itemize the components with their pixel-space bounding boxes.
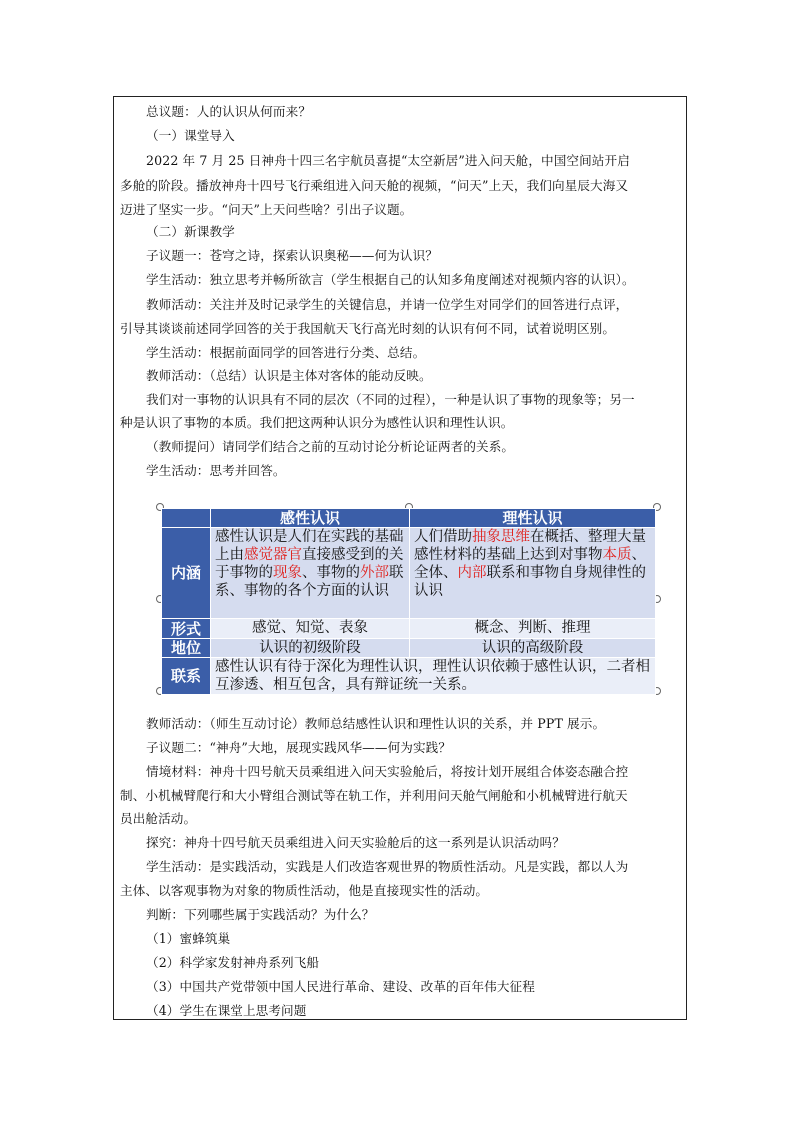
row-label-diwei: 地位 <box>162 639 211 658</box>
row-label-xingshi: 形式 <box>162 619 211 639</box>
table-header-perceptual: 感性认识 <box>211 509 410 528</box>
row-label-neihan: 内涵 <box>162 528 211 619</box>
text-line: 制、小机械臂爬行和大小臂组合测试等在轨工作，并利用问天舱气闸舱和小机械臂进行航天 <box>120 788 628 803</box>
text-line: 子议题一：苍穹之诗，探索认识奥秘——何为认识？ <box>146 248 438 263</box>
text-line: 情境材料：神舟十四号航天员乘组进入问天实验舱后，将按计划开展组合体姿态融合控 <box>146 764 629 779</box>
cell-diwei-perceptual: 认识的初级阶段 <box>211 639 410 658</box>
text-line: （2）科学家发射神舟系列飞船 <box>146 955 320 970</box>
text-line: （1）蜜蜂筑巢 <box>146 931 231 946</box>
text-line: 教师活动：（师生互动讨论）教师总结感性认识和理性认识的关系，并 PPT 展示。 <box>146 716 606 731</box>
text-line: （二）新课教学 <box>146 224 235 239</box>
text-line: （3）中国共产党带领中国人民进行革命、建设、改革的百年伟大征程 <box>146 979 535 994</box>
table-header-rational: 理性认识 <box>410 509 656 528</box>
text-line: 学生活动：根据前面同学的回答进行分类、总结。 <box>146 345 426 360</box>
table-corner <box>162 509 211 528</box>
text-line: 我们对一事物的认识具有不同的层次（不同的过程），一种是认识了事物的现象等；另一 <box>146 392 635 407</box>
text-line: 探究：神舟十四号航天员乘组进入问天实验舱后的这一系列是认识活动吗？ <box>146 835 565 850</box>
text-line: 子议题二：“神舟”大地，展现实践风华——何为实践？ <box>146 740 452 755</box>
text-line: 2022 年 7 月 25 日神舟十四三名宇航员喜提“太空新居”进入问天舱，中国空间站开启 <box>146 153 630 168</box>
text-line: 学生活动：是实践活动，实践是人们改造客观世界的物质性活动。凡是实践，都以人为 <box>146 859 629 874</box>
cell-xingshi-perceptual: 感觉、知觉、表象 <box>211 619 410 639</box>
text-line: 学生活动：独立思考并畅所欲言（学生根据自己的认知多角度阐述对视频内容的认识）。 <box>146 272 635 287</box>
text-line: （4）学生在课堂上思考问题 <box>146 1003 307 1018</box>
cell-diwei-rational: 认识的高级阶段 <box>410 639 656 658</box>
text-line: （一）课堂导入 <box>146 128 235 143</box>
text-line: 迈进了坚实一步。“问天”上天问些啥？引出子议题。 <box>120 202 413 217</box>
text-line: （教师提问）请同学们结合之前的互动讨论分析论证两者的关系。 <box>146 439 515 454</box>
row-label-lianxi: 联系 <box>162 658 211 695</box>
cell-lianxi: 感性认识有待于深化为理性认识，理性认识依赖于感性认识，二者相互渗透、相互包含，具有辩证统一关系。 <box>211 658 656 695</box>
text-line: 引导其谈谈前述同学回答的关于我国航天飞行高光时刻的认识有何不同，试着说明区别。 <box>120 321 616 336</box>
text-line: 多舱的阶段。播放神舟十四号飞行乘组进入问天舱的视频，“问天”上天，我们向星辰大海又 <box>120 178 629 193</box>
text-line: 判断：下列哪些属于实践活动？为什么？ <box>146 907 375 922</box>
text-line: 教师活动：关注并及时记录学生的关键信息，并请一位学生对同学们的回答进行点评， <box>146 297 629 312</box>
text-line: 主体、以客观事物为对象的物质性活动，他是直接现实性的活动。 <box>120 883 489 898</box>
cell-xingshi-rational: 概念、判断、推理 <box>410 619 656 639</box>
cell-neihan-perceptual: 感性认识是人们在实践的基础上由感觉器官直接感受到的关于事物的现象、事物的外部联系、事物的各个方面的认识 <box>211 528 410 619</box>
comparison-table <box>161 508 656 695</box>
text-line: 员出舱活动。 <box>120 811 197 826</box>
text-line: 学生活动：思考并回答。 <box>146 463 286 478</box>
text-line: 种是认识了事物的本质。我们把这两种认识分为感性认识和理性认识。 <box>120 415 514 430</box>
text-line: 总议题：人的认识从何而来？ <box>146 104 312 119</box>
text-line: 教师活动：（总结）认识是主体对客体的能动反映。 <box>146 368 432 383</box>
cell-neihan-rational: 人们借助抽象思维在概括、整理大量感性材料的基础上达到对事物本质、全体、内部联系和事物自身规律性的认识 <box>410 528 656 619</box>
